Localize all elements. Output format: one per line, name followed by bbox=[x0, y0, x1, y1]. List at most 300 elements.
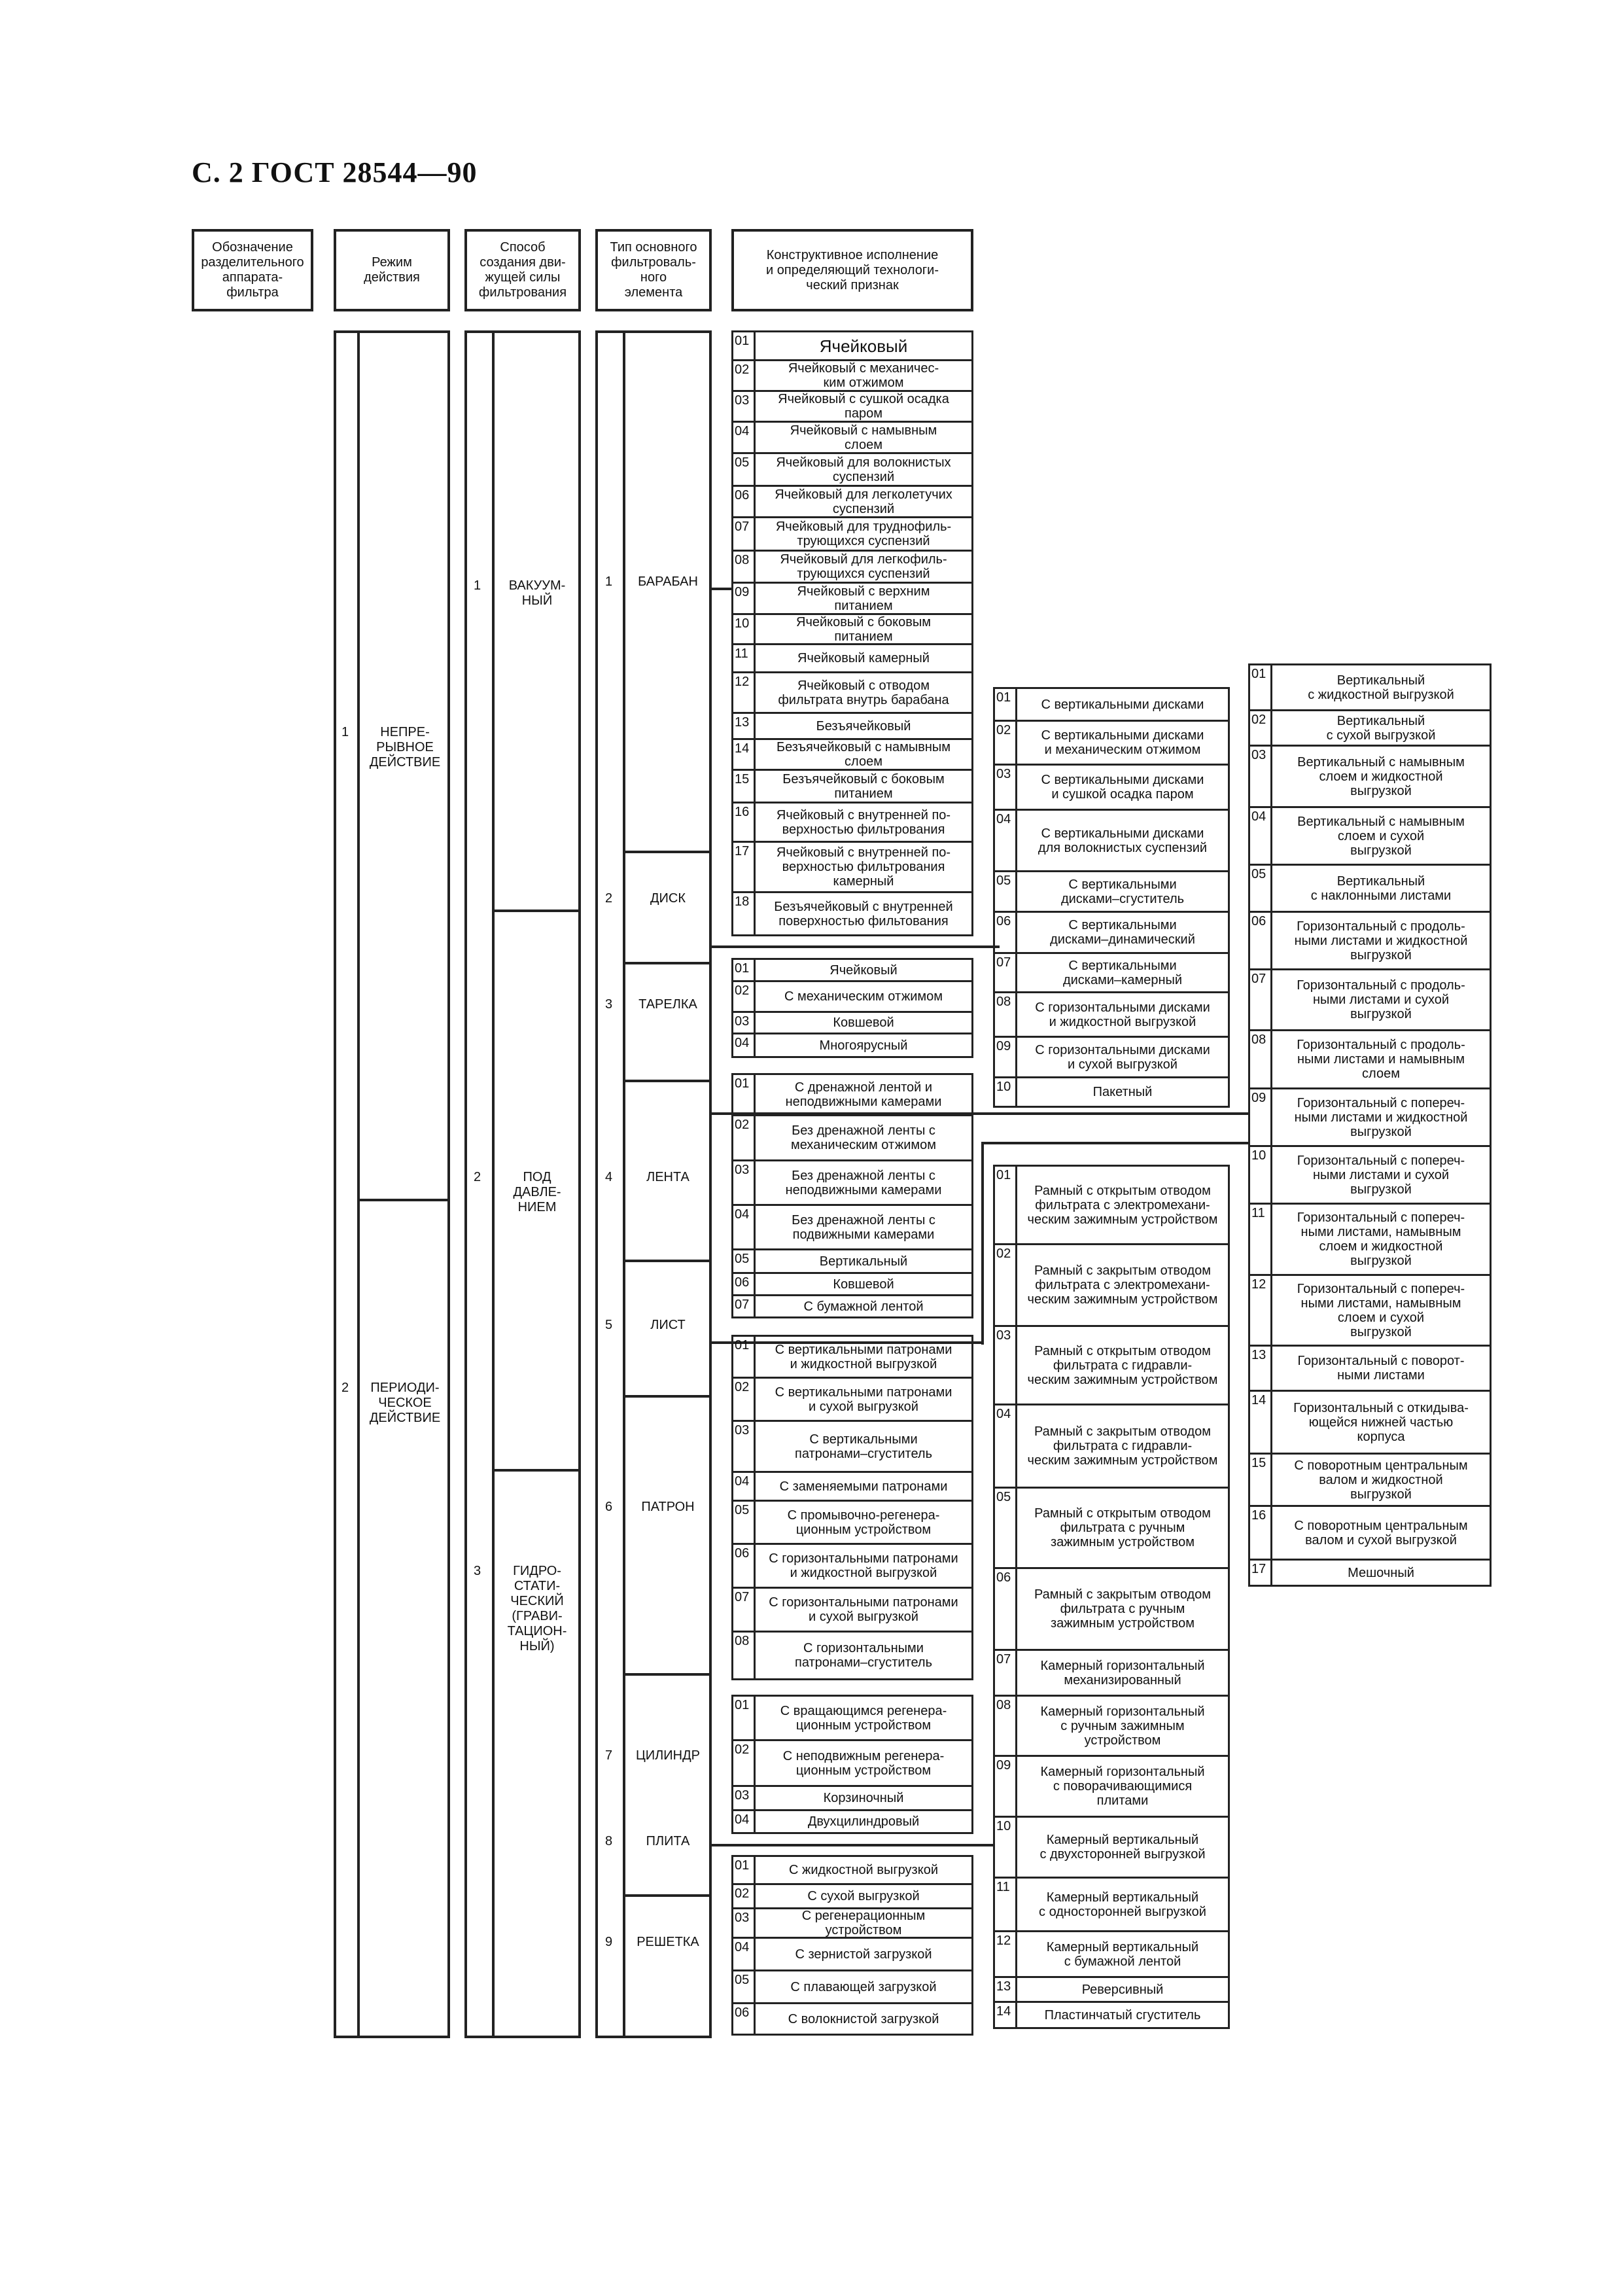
list-row-code: 09 bbox=[1250, 1089, 1272, 1145]
baraban-row bbox=[731, 421, 973, 454]
list-row-code: 02 bbox=[1250, 711, 1272, 745]
baraban-row-text: Ячейковый камерный bbox=[797, 651, 930, 665]
baraban-row-code: 16 bbox=[733, 804, 756, 841]
list-row bbox=[1248, 1087, 1492, 1147]
header-type: Тип основного фильтроваль- ного элемента bbox=[595, 229, 712, 311]
reshetka-row-code: 02 bbox=[733, 1885, 756, 1907]
plita-row bbox=[993, 1325, 1230, 1405]
baraban-row-text: Ячейковый для легколетучих суспензий bbox=[775, 487, 952, 516]
baraban-row-code: 02 bbox=[733, 361, 756, 390]
connector-line bbox=[712, 588, 731, 590]
list-row-text: Вертикальный с намывным слоем и сухой выгрузкой bbox=[1297, 814, 1465, 858]
list-row bbox=[1248, 745, 1492, 808]
patron-row-text: С горизонтальными патронами–сгуститель bbox=[794, 1641, 933, 1670]
tarelka-row-text: Ковшевой bbox=[833, 1016, 894, 1030]
header-mode: Режим действия bbox=[334, 229, 450, 311]
tarelka-row-code: 01 bbox=[733, 960, 756, 980]
method-num: 3 bbox=[474, 1564, 481, 1578]
header-method: Способ создания дви- жущей силы фильтрования bbox=[464, 229, 581, 311]
reshetka-row-code: 04 bbox=[733, 1939, 756, 1969]
lenta-row-code: 06 bbox=[733, 1274, 756, 1294]
plita-row-code: 14 bbox=[995, 2003, 1017, 2027]
cilindr-row-text: Двухцилиндровый bbox=[807, 1814, 920, 1829]
tarelka-row-text: Многоярусный bbox=[819, 1038, 908, 1053]
type-num: 3 bbox=[605, 997, 613, 1012]
plita-row-code: 01 bbox=[995, 1167, 1017, 1243]
disk-row-text: С горизонтальными дисками и сухой выгрузкой bbox=[1035, 1042, 1210, 1072]
lenta-row-code: 02 bbox=[733, 1116, 756, 1159]
lenta-row-text: Ковшевой bbox=[833, 1277, 894, 1292]
tarelka-row-code: 03 bbox=[733, 1013, 756, 1033]
patron-row-code: 02 bbox=[733, 1379, 756, 1420]
patron-row bbox=[731, 1631, 973, 1680]
tarelka-row-code: 04 bbox=[733, 1034, 756, 1056]
patron-row bbox=[731, 1500, 973, 1545]
disk-row-code: 04 bbox=[995, 811, 1017, 870]
plita-row-code: 04 bbox=[995, 1405, 1017, 1487]
method-num: 2 bbox=[474, 1170, 481, 1184]
type-separator bbox=[623, 1673, 712, 1676]
disk-row-text: С горизонтальными дисками и жидкостной выгрузкой bbox=[1035, 1000, 1210, 1029]
disk-row-text: С вертикальными дисками и сушкой осадка паром bbox=[1041, 773, 1204, 802]
baraban-row bbox=[731, 643, 973, 673]
disk-row bbox=[993, 720, 1230, 766]
lenta-row-code: 05 bbox=[733, 1250, 756, 1272]
baraban-row-text: Ячейковый для легкофиль- трующихся суспензий bbox=[780, 552, 947, 581]
patron-row bbox=[731, 1335, 973, 1379]
connector-line bbox=[981, 1142, 1249, 1144]
list-row-text: Горизонтальный с попереч- ными листами, намывным слоем и сухой выгрузкой bbox=[1297, 1281, 1465, 1339]
list-row-code: 17 bbox=[1250, 1561, 1272, 1585]
disk-row bbox=[993, 687, 1230, 722]
disk-row-code: 09 bbox=[995, 1038, 1017, 1076]
reshetka-row-text: С сухой выгрузкой bbox=[807, 1889, 920, 1903]
list-row-text: Вертикальный с жидкостной выгрузкой bbox=[1308, 673, 1454, 702]
cilindr-row-code: 03 bbox=[733, 1787, 756, 1809]
lenta-row-text: Без дренажной ленты с подвижными камерами bbox=[792, 1212, 935, 1242]
reshetka-row bbox=[731, 1937, 973, 1971]
list-row-code: 13 bbox=[1250, 1347, 1272, 1390]
reshetka-row-code: 06 bbox=[733, 2004, 756, 2034]
baraban-row bbox=[731, 769, 973, 804]
lenta-row-text: С бумажной лентой bbox=[803, 1299, 924, 1314]
disk-row-code: 06 bbox=[995, 913, 1017, 952]
lenta-row-text: Вертикальный bbox=[819, 1254, 908, 1269]
list-row-code: 03 bbox=[1250, 747, 1272, 806]
baraban-row-code: 12 bbox=[733, 673, 756, 712]
list-row-text: Горизонтальный с попереч- ными листами, намывным слоем и жидкостной выгрузкой bbox=[1297, 1210, 1465, 1268]
list-row-code: 01 bbox=[1250, 665, 1272, 709]
list-row bbox=[1248, 709, 1492, 747]
list-row bbox=[1248, 864, 1492, 913]
lenta-row-code: 07 bbox=[733, 1296, 756, 1316]
patron-row bbox=[731, 1543, 973, 1589]
baraban-row-text: Ячейковый для волокнистых суспензий bbox=[776, 455, 951, 484]
plita-row-code: 12 bbox=[995, 1932, 1017, 1976]
header-designation: Обозначение разделительного аппарата- фильтра bbox=[192, 229, 313, 311]
list-row-text: Горизонтальный с поворот- ными листами bbox=[1297, 1354, 1465, 1383]
list-row-text: С поворотным центральным валом и сухой выгрузкой bbox=[1294, 1518, 1468, 1547]
baraban-row bbox=[731, 891, 973, 936]
disk-row-code: 02 bbox=[995, 722, 1017, 764]
type-separator bbox=[623, 1894, 712, 1897]
baraban-row bbox=[731, 671, 973, 714]
plita-row-code: 08 bbox=[995, 1697, 1017, 1755]
patron-row bbox=[731, 1587, 973, 1633]
plita-row-code: 10 bbox=[995, 1818, 1017, 1877]
disk-row bbox=[993, 870, 1230, 913]
tarelka-row-code: 02 bbox=[733, 982, 756, 1011]
plita-row-code: 13 bbox=[995, 1978, 1017, 2001]
list-row bbox=[1248, 1274, 1492, 1347]
tarelka-row bbox=[731, 1033, 973, 1058]
type-separator bbox=[623, 1080, 712, 1082]
cilindr-row-text: Корзиночный bbox=[823, 1791, 904, 1805]
reshetka-row bbox=[731, 2002, 973, 2036]
disk-row bbox=[993, 911, 1230, 954]
connector-line bbox=[712, 945, 1000, 948]
patron-row bbox=[731, 1420, 973, 1473]
plita-row bbox=[993, 1816, 1230, 1879]
plita-row bbox=[993, 1487, 1230, 1569]
patron-row-text: С горизонтальными патронами и жидкостной выгрузкой bbox=[769, 1551, 958, 1580]
mode-column bbox=[334, 330, 450, 2038]
baraban-row-text: Ячейковый с намывным слоем bbox=[790, 423, 937, 452]
plita-row-text: Камерный вертикальный с односторонней выгрузкой bbox=[1039, 1890, 1206, 1919]
baraban-row-text: Ячейковый с механичес- ким отжимом bbox=[788, 361, 939, 390]
disk-row-code: 05 bbox=[995, 872, 1017, 911]
baraban-row-text: Ячейковый с отводом фильтрата внутрь барабана bbox=[778, 678, 949, 707]
method-separator bbox=[492, 910, 581, 912]
lenta-row-code: 03 bbox=[733, 1161, 756, 1204]
baraban-row-text: Ячейковый для труднофиль- трующихся суспензий bbox=[775, 520, 952, 548]
reshetka-row-text: С волокнистой загрузкой bbox=[788, 2011, 939, 2026]
reshetka-row bbox=[731, 1883, 973, 1909]
lenta-row bbox=[731, 1204, 973, 1250]
plita-row bbox=[993, 1695, 1230, 1757]
type-num: 5 bbox=[605, 1318, 613, 1332]
list-row-text: Горизонтальный с продоль- ными листами и сухой выгрузкой bbox=[1297, 978, 1465, 1021]
cilindr-row bbox=[731, 1739, 973, 1787]
patron-row-text: С горизонтальными патронами и сухой выгрузкой bbox=[769, 1595, 958, 1624]
plita-row bbox=[993, 1877, 1230, 1932]
patron-row-text: С заменяемыми патронами bbox=[779, 1479, 948, 1494]
type-num: 1 bbox=[605, 574, 613, 589]
mode-label: НЕПРЕ- РЫВНОЕ ДЕЙСТВИЕ bbox=[369, 725, 441, 769]
reshetka-row-code: 01 bbox=[733, 1857, 756, 1883]
baraban-row-code: 14 bbox=[733, 740, 756, 769]
list-row bbox=[1248, 1505, 1492, 1561]
plita-row-text: Рамный с открытым отводом фильтрата с гидравли- ческим зажимным устройством bbox=[1027, 1343, 1218, 1387]
lenta-row bbox=[731, 1294, 973, 1318]
type-label: ЦИЛИНДР bbox=[636, 1748, 700, 1763]
patron-row-code: 05 bbox=[733, 1502, 756, 1543]
disk-row-code: 01 bbox=[995, 689, 1017, 720]
type-separator bbox=[623, 1395, 712, 1398]
tarelka-row-text: Ячейковый bbox=[829, 963, 898, 978]
list-row bbox=[1248, 1145, 1492, 1205]
mode-separator bbox=[357, 1199, 450, 1201]
patron-row-code: 01 bbox=[733, 1337, 756, 1377]
baraban-row-code: 18 bbox=[733, 893, 756, 934]
plita-row-text: Пластинчатый сгуститель bbox=[1044, 2007, 1201, 2022]
method-label: ВАКУУМ- НЫЙ bbox=[508, 578, 566, 608]
list-row-text: Горизонтальный с продоль- ными листами и жидкостной выгрузкой bbox=[1294, 919, 1468, 963]
lenta-row-code: 01 bbox=[733, 1075, 756, 1114]
baraban-row-code: 15 bbox=[733, 771, 756, 802]
baraban-row bbox=[731, 390, 973, 423]
connector-line bbox=[712, 1844, 993, 1846]
plita-row bbox=[993, 2001, 1230, 2029]
tarelka-row bbox=[731, 1011, 973, 1034]
baraban-row bbox=[731, 613, 973, 645]
baraban-row-code: 06 bbox=[733, 487, 756, 516]
list-row bbox=[1248, 911, 1492, 970]
cilindr-row bbox=[731, 1785, 973, 1811]
baraban-row-code: 07 bbox=[733, 518, 756, 550]
disk-row bbox=[993, 1076, 1230, 1108]
type-separator bbox=[623, 962, 712, 964]
mode-num: 2 bbox=[341, 1381, 349, 1395]
disk-row bbox=[993, 952, 1230, 993]
baraban-row bbox=[731, 485, 973, 518]
plita-row-text: Рамный с закрытым отводом фильтрата с гидравли- ческим зажимным устройством bbox=[1027, 1424, 1218, 1468]
reshetka-row bbox=[731, 1907, 973, 1939]
patron-row-code: 04 bbox=[733, 1473, 756, 1500]
plita-row bbox=[993, 1404, 1230, 1489]
method-label: ГИДРО- СТАТИ- ЧЕСКИЙ (ГРАВИ- ТАЦИОН- НЫЙ) bbox=[507, 1564, 567, 1653]
baraban-row-text: Ячейковый с внутренней по- верхностью фильтрования камерный bbox=[776, 845, 951, 889]
cilindr-row-text: С вращающимся регенера- ционным устройством bbox=[780, 1703, 947, 1733]
type-num: 4 bbox=[605, 1170, 613, 1184]
baraban-row bbox=[731, 330, 973, 361]
type-num: 2 bbox=[605, 891, 613, 906]
cilindr-row-text: С неподвижным регенера- ционным устройством bbox=[782, 1748, 945, 1778]
lenta-row bbox=[731, 1114, 973, 1161]
list-row-code: 06 bbox=[1250, 913, 1272, 968]
baraban-row-code: 17 bbox=[733, 843, 756, 891]
reshetka-row-text: С жидкостной выгрузкой bbox=[788, 1863, 938, 1877]
list-row bbox=[1248, 968, 1492, 1031]
lenta-row bbox=[731, 1073, 973, 1116]
list-row-code: 08 bbox=[1250, 1031, 1272, 1087]
list-row-code: 05 bbox=[1250, 866, 1272, 911]
type-label: ПЛИТА bbox=[646, 1834, 690, 1848]
plita-row-text: Камерный вертикальный с бумажной лентой bbox=[1046, 1939, 1199, 1969]
list-row-text: Мешочный bbox=[1348, 1565, 1414, 1580]
disk-row-text: С вертикальными дисками и механическим отжимом bbox=[1041, 728, 1204, 757]
reshetka-row-text: С зернистой загрузкой bbox=[795, 1947, 932, 1962]
list-row bbox=[1248, 806, 1492, 866]
patron-row-text: С вертикальными патронами–сгуститель bbox=[794, 1432, 933, 1461]
plita-row-code: 07 bbox=[995, 1651, 1017, 1695]
plita-row bbox=[993, 1165, 1230, 1245]
disk-row bbox=[993, 764, 1230, 811]
lenta-row-text: Без дренажной ленты с неподвижными камерами bbox=[785, 1168, 942, 1197]
list-row bbox=[1248, 1203, 1492, 1276]
disk-row bbox=[993, 991, 1230, 1038]
lenta-row bbox=[731, 1272, 973, 1296]
baraban-row bbox=[731, 738, 973, 771]
cilindr-row bbox=[731, 1809, 973, 1834]
baraban-row-code: 03 bbox=[733, 392, 756, 421]
method-divider bbox=[492, 330, 495, 2038]
lenta-row-text: С дренажной лентой и неподвижными камерами bbox=[785, 1080, 942, 1109]
list-row-text: Вертикальный с наклонными листами bbox=[1310, 874, 1452, 903]
page-header: С. 2 ГОСТ 28544—90 bbox=[192, 156, 478, 188]
disk-row-code: 08 bbox=[995, 993, 1017, 1036]
type-num: 9 bbox=[605, 1935, 613, 1949]
list-row-text: Горизонтальный с продоль- ными листами и намывным слоем bbox=[1297, 1038, 1465, 1081]
plita-row bbox=[993, 1755, 1230, 1818]
baraban-row-text: Ячейковый с верхним питанием bbox=[797, 584, 930, 613]
connector-line bbox=[975, 1112, 1249, 1115]
list-row bbox=[1248, 1345, 1492, 1392]
patron-row-code: 08 bbox=[733, 1633, 756, 1678]
baraban-row-text: Безъячейковый с намывным слоем bbox=[776, 740, 951, 769]
method-num: 1 bbox=[474, 578, 481, 593]
reshetka-row-code: 03 bbox=[733, 1909, 756, 1937]
plita-row bbox=[993, 1243, 1230, 1327]
lenta-row bbox=[731, 1159, 973, 1206]
plita-row-code: 06 bbox=[995, 1569, 1017, 1649]
baraban-row-code: 13 bbox=[733, 714, 756, 738]
plita-row-text: Камерный вертикальный с двухсторонней выгрузкой bbox=[1039, 1833, 1206, 1862]
disk-row bbox=[993, 809, 1230, 872]
header-construction: Конструктивное исполнение и определяющий технологи- ческий признак bbox=[731, 229, 973, 311]
list-row bbox=[1248, 1390, 1492, 1455]
baraban-row bbox=[731, 452, 973, 487]
plita-row-text: Рамный с открытым отводом фильтрата с ручным зажимным устройством bbox=[1034, 1506, 1211, 1549]
list-row-code: 15 bbox=[1250, 1455, 1272, 1505]
plita-row-text: Реверсивный bbox=[1081, 1982, 1164, 1997]
list-row-code: 10 bbox=[1250, 1147, 1272, 1203]
cilindr-row bbox=[731, 1695, 973, 1741]
type-separator bbox=[623, 851, 712, 853]
type-label: БАРАБАН bbox=[638, 574, 698, 589]
plita-row bbox=[993, 1649, 1230, 1697]
list-row-text: Горизонтальный с попереч- ными листами и жидкостной выгрузкой bbox=[1294, 1095, 1468, 1139]
cilindr-row-code: 01 bbox=[733, 1697, 756, 1739]
patron-row-code: 07 bbox=[733, 1589, 756, 1631]
baraban-row bbox=[731, 841, 973, 893]
plita-row bbox=[993, 1930, 1230, 1978]
type-label: ПАТРОН bbox=[641, 1500, 695, 1514]
disk-row-text: С вертикальными дисками–динамический bbox=[1050, 918, 1195, 947]
baraban-row-text: Ячейковый с сушкой осадка паром bbox=[778, 392, 949, 421]
plita-row-code: 03 bbox=[995, 1327, 1017, 1404]
method-separator bbox=[492, 1469, 581, 1472]
list-row-code: 14 bbox=[1250, 1392, 1272, 1453]
baraban-row-text: Ячейковый с внутренней по- верхностью фильтрования bbox=[776, 807, 951, 837]
list-row-text: Вертикальный с сухой выгрузкой bbox=[1326, 713, 1436, 743]
patron-row-code: 03 bbox=[733, 1422, 756, 1471]
mode-label: ПЕРИОДИ- ЧЕСКОЕ ДЕЙСТВИЕ bbox=[369, 1381, 441, 1425]
patron-row-text: С вертикальными патронами и жидкостной выгрузкой bbox=[775, 1342, 952, 1371]
patron-row-text: С вертикальными патронами и сухой выгрузкой bbox=[775, 1385, 952, 1414]
reshetka-row-code: 05 bbox=[733, 1971, 756, 2002]
baraban-row-text: Ячейковый bbox=[819, 336, 908, 356]
list-row-code: 16 bbox=[1250, 1507, 1272, 1559]
type-label: ЛИСТ bbox=[650, 1318, 686, 1332]
type-label: ДИСК bbox=[650, 891, 686, 906]
plita-row-text: Рамный с закрытым отводом фильтрата с электромехани- ческим зажимным устройством bbox=[1027, 1263, 1218, 1307]
patron-row bbox=[731, 1377, 973, 1422]
baraban-row bbox=[731, 359, 973, 392]
disk-row-text: Пакетный bbox=[1092, 1085, 1153, 1099]
list-row bbox=[1248, 1029, 1492, 1089]
type-label: ЛЕНТА bbox=[646, 1170, 689, 1184]
baraban-row-text: Безъячейковый с внутренней поверхностью фильтования bbox=[774, 899, 953, 928]
lenta-row bbox=[731, 1248, 973, 1274]
lenta-row-code: 04 bbox=[733, 1206, 756, 1248]
disk-row-text: С вертикальными дисками–сгуститель bbox=[1060, 877, 1185, 906]
baraban-row-code: 05 bbox=[733, 454, 756, 485]
list-row-code: 12 bbox=[1250, 1276, 1272, 1345]
baraban-row-code: 10 bbox=[733, 615, 756, 643]
plita-row bbox=[993, 1976, 1230, 2003]
patron-row-text: С промывочно-регенера- ционным устройством bbox=[787, 1508, 940, 1537]
disk-row-code: 07 bbox=[995, 954, 1017, 991]
plita-row-text: Камерный горизонтальный механизированный bbox=[1040, 1658, 1205, 1687]
type-separator bbox=[623, 1260, 712, 1262]
reshetka-row bbox=[731, 1969, 973, 2004]
baraban-row-code: 01 bbox=[733, 332, 756, 359]
disk-row-text: С вертикальными дисками–камерный bbox=[1062, 958, 1183, 987]
plita-row bbox=[993, 1567, 1230, 1651]
tarelka-row bbox=[731, 980, 973, 1013]
plita-row-code: 09 bbox=[995, 1757, 1017, 1816]
list-row bbox=[1248, 1453, 1492, 1507]
baraban-row-text: Ячейковый с боковым питанием bbox=[796, 614, 931, 644]
type-label: ТАРЕЛКА bbox=[638, 997, 697, 1012]
baraban-row-text: Безъячейковый с боковым питанием bbox=[782, 771, 945, 801]
disk-row-code: 03 bbox=[995, 766, 1017, 809]
patron-row-code: 06 bbox=[733, 1545, 756, 1587]
list-row bbox=[1248, 663, 1492, 711]
baraban-row bbox=[731, 550, 973, 584]
lenta-row-text: Без дренажной ленты с механическим отжимом bbox=[790, 1123, 936, 1152]
plita-row-text: Камерный горизонтальный с поворачивающимися плитами bbox=[1040, 1765, 1205, 1808]
type-label: РЕШЕТКА bbox=[637, 1935, 699, 1949]
plita-row-code: 11 bbox=[995, 1879, 1017, 1930]
patron-row bbox=[731, 1471, 973, 1502]
baraban-row-text: Безъячейковый bbox=[816, 718, 911, 733]
baraban-row-code: 09 bbox=[733, 584, 756, 613]
disk-row bbox=[993, 1036, 1230, 1078]
method-label: ПОД ДАВЛЕ- НИЕМ bbox=[513, 1170, 561, 1214]
list-row-text: Горизонтальный с откидыва- ющейся нижней частью корпуса bbox=[1293, 1400, 1469, 1444]
baraban-row bbox=[731, 516, 973, 552]
tarelka-row-text: С механическим отжимом bbox=[784, 989, 943, 1004]
list-row-code: 07 bbox=[1250, 970, 1272, 1029]
reshetka-row-text: С плавающей загрузкой bbox=[790, 1979, 937, 1994]
connector-line bbox=[981, 1142, 984, 1345]
reshetka-row bbox=[731, 1855, 973, 1885]
baraban-row bbox=[731, 582, 973, 615]
list-row-text: Горизонтальный с попереч- ными листами и сухой выгрузкой bbox=[1297, 1153, 1465, 1197]
baraban-row bbox=[731, 802, 973, 843]
baraban-row bbox=[731, 712, 973, 740]
plita-row-text: Рамный с закрытым отводом фильтрата с ручным зажимным устройством bbox=[1034, 1587, 1212, 1631]
tarelka-row bbox=[731, 958, 973, 982]
list-row-code: 11 bbox=[1250, 1205, 1272, 1274]
plita-row-code: 02 bbox=[995, 1245, 1017, 1325]
list-row-text: С поворотным центральным валом и жидкостной выгрузкой bbox=[1294, 1458, 1468, 1502]
plita-row-text: Рамный с открытым отводом фильтрата с электромехани- ческим зажимным устройством bbox=[1027, 1183, 1218, 1227]
mode-num: 1 bbox=[341, 725, 349, 739]
list-row-code: 04 bbox=[1250, 808, 1272, 864]
